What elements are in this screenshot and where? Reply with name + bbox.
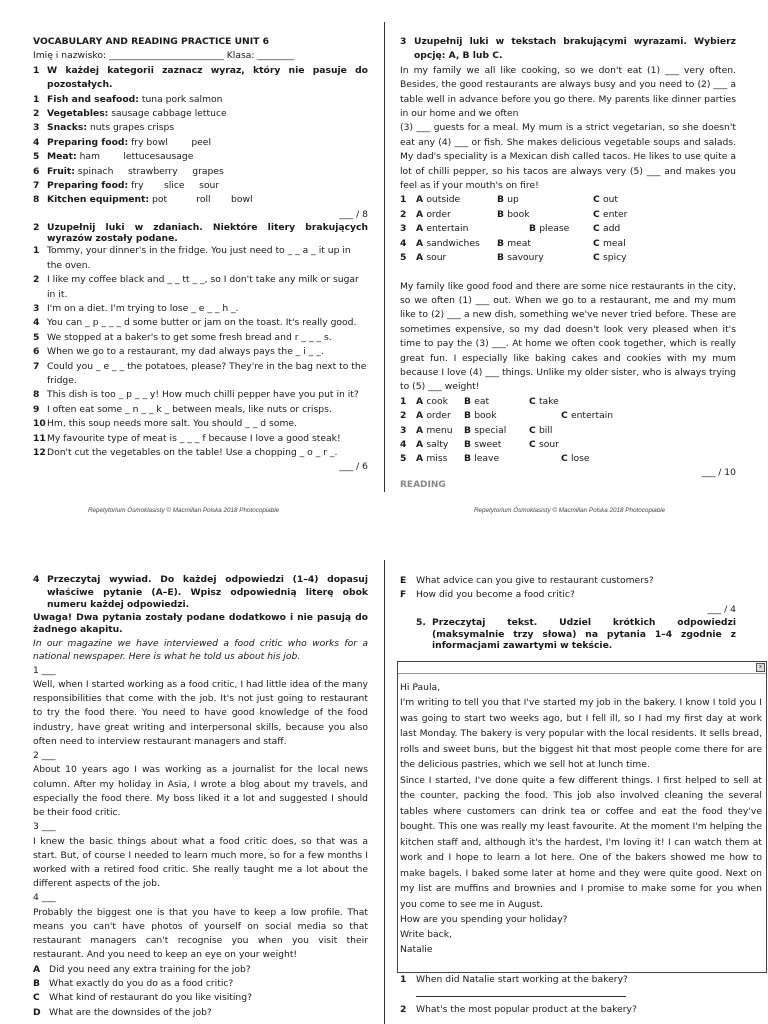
- option-word: meal: [602, 237, 626, 249]
- item-number: 4: [33, 317, 40, 329]
- item-number: 4: [33, 136, 40, 148]
- option-word: order: [426, 410, 451, 422]
- option-c[interactable]: [593, 193, 673, 207]
- question-number: 1: [400, 974, 407, 985]
- option-word: savoury: [507, 252, 544, 264]
- gap-sentence: [33, 360, 368, 389]
- comprehension-question: [400, 973, 736, 987]
- option-number: 3: [400, 424, 407, 436]
- option-c[interactable]: [529, 438, 609, 452]
- option-row: [400, 193, 736, 207]
- option-word: menu: [426, 424, 453, 436]
- question-option[interactable]: [33, 991, 368, 1005]
- vocab-item: [33, 193, 368, 207]
- answer-label[interactable]: 4 ___: [33, 892, 56, 904]
- item-number: 10: [33, 418, 46, 430]
- option-letter: A: [416, 194, 427, 206]
- gap-sentence: [33, 273, 368, 302]
- option-letter: A: [416, 223, 427, 235]
- question-text: When did Natalie start working at the bakery?: [416, 974, 628, 985]
- question-text: What exactly do you do as a food critic?: [49, 977, 234, 989]
- category-words[interactable]: sausage cabbage lettuce: [111, 108, 227, 120]
- option-a[interactable]: [416, 424, 464, 438]
- option-row: [400, 409, 736, 423]
- item-content: [47, 165, 368, 179]
- section-label-reading: READING: [400, 479, 446, 490]
- option-number: 1: [400, 395, 407, 407]
- question-option[interactable]: [33, 1006, 368, 1020]
- option-a[interactable]: [416, 222, 529, 236]
- option-a[interactable]: [416, 438, 464, 452]
- vocab-item: [33, 107, 368, 121]
- option-letter: B: [497, 252, 508, 264]
- gap-sentence: [33, 388, 368, 402]
- category-label: Vegetables:: [47, 108, 109, 120]
- category-label: Preparing food:: [47, 136, 129, 148]
- option-number: 4: [400, 438, 407, 450]
- option-a[interactable]: [416, 409, 464, 423]
- gap-sentence: [33, 446, 368, 460]
- gap-sentence: [33, 432, 368, 446]
- option-letter: C: [529, 438, 539, 450]
- answer-text: Well, when I started working as a food critic, I had little idea of the many responsibilities that come with the job. It's not just going to restaurant to try the food there. You need to have good knowledge of the food industry, have great writing and interpersonal skills, because you also often need to interview restaurant managers and staff.: [33, 678, 368, 747]
- option-word: cook: [426, 395, 448, 407]
- category-label: Snacks:: [47, 122, 88, 134]
- exercise4-score: ___ / 4: [707, 603, 736, 615]
- question-letter: A: [33, 963, 41, 975]
- gap-sentence: [33, 331, 368, 345]
- category-words[interactable]: fry slice sour: [131, 180, 220, 192]
- option-word: book: [474, 410, 497, 422]
- letter-signature: Natalie: [400, 944, 433, 955]
- item-number: 5: [33, 151, 40, 163]
- letter-paragraph-2: Since I started, I've done quite a few different things. I first helped to sell at the counter, packing the food. This job also involved cleaning the several tables where customers can drink tea or coffee and eat the food they've bought. This one was really my least favourite. At the moment I'm helping the kitchen staff and, although it's the hardest, I'm loving it! I can watch them at work and I hope to learn a lot here. One of the bakers showed me how to make bagels. I baked some later at home and they were quite good. Next on my list are muffins and brownies and I promise to make some for you when you come to see me in August.: [400, 774, 762, 910]
- question-option[interactable]: [33, 963, 368, 977]
- exercise3-options1: [400, 193, 736, 265]
- question-letter: F: [400, 589, 407, 601]
- sentence-text[interactable]: Tommy, your dinner's in the fridge. You just need to _ _ a _ it up in the oven.: [47, 245, 351, 271]
- option-b[interactable]: [529, 222, 593, 236]
- gap-sentence: [33, 302, 368, 316]
- category-words[interactable]: pot roll bowl: [152, 194, 253, 206]
- option-word: out: [602, 194, 618, 206]
- exercise2-list: [33, 244, 368, 460]
- option-b[interactable]: [464, 438, 529, 452]
- option-word: take: [538, 395, 559, 407]
- question-option[interactable]: [400, 588, 736, 602]
- option-letter: B: [497, 237, 508, 249]
- option-c[interactable]: [593, 208, 673, 222]
- option-letter: A: [416, 252, 427, 264]
- answer-text: I knew the basic things about what a food critic does, so that was a start. But, of course I needed to learn much more, so for a few months I worked with a retired food critic. She really taught me a lot about the different aspects of the job.: [33, 835, 368, 890]
- item-number: 11: [33, 432, 46, 444]
- option-word: entertain: [570, 410, 614, 422]
- exercise1-list: [33, 93, 368, 208]
- question-text: What are the downsides of the job?: [49, 1006, 212, 1018]
- item-number: 2: [33, 108, 40, 120]
- sentence-text[interactable]: I'm on a diet. I'm trying to lose _ e _ _ h _.: [47, 302, 239, 314]
- option-word: book: [507, 208, 530, 220]
- option-word: outside: [426, 194, 461, 206]
- option-word: lose: [570, 453, 590, 465]
- option-letter: C: [593, 237, 603, 249]
- exercise4-note: Uwaga! Dwa pytania zostały podane dodatkowo i nie pasują do żadnego akapitu.: [33, 611, 368, 635]
- item-number: 5: [33, 331, 40, 343]
- gap-sentence: [33, 403, 368, 417]
- option-number: 2: [400, 208, 407, 220]
- question-letter: C: [33, 992, 40, 1004]
- item-number: 1: [33, 245, 40, 257]
- option-a[interactable]: [416, 251, 497, 265]
- option-word: please: [539, 223, 570, 235]
- worksheet-title: VOCABULARY AND READING PRACTICE UNIT 6: [33, 36, 270, 47]
- letter-question: How are you spending your holiday?: [400, 914, 568, 925]
- sentence-text[interactable]: Don't cut the vegetables on the table! Use a chopping _ o _ r _.: [47, 446, 338, 458]
- option-word: leave: [474, 453, 500, 465]
- item-number: 6: [33, 346, 40, 358]
- exercise3-heading: 3 Uzupełnij luki w tekstach brakującymi wyrazami. Wybierz opcję: A, B lub C.: [400, 36, 736, 62]
- option-letter: C: [593, 194, 603, 206]
- page2-left-column: [33, 574, 368, 1020]
- option-word: sour: [426, 252, 447, 264]
- option-word: order: [426, 208, 451, 220]
- gap-sentence: [33, 417, 368, 431]
- item-number: 3: [33, 302, 40, 314]
- exercise2-heading: 2 Uzupełnij luki w zdaniach. Niektóre litery brakujących wyrazów zostały podane.: [33, 222, 368, 245]
- sentence-text[interactable]: My favourite type of meat is _ _ _ f because I love a good steak!: [47, 432, 341, 444]
- question-options-right: [400, 574, 736, 603]
- footer-left: Repetytorium Ósmoklasisty © Macmillan Polska 2018 Photocopiable: [88, 507, 280, 514]
- option-a[interactable]: [416, 193, 497, 207]
- option-word: miss: [426, 453, 448, 465]
- item-number: 2: [33, 274, 40, 286]
- sentence-text[interactable]: Could you _ e _ _ the potatoes, please? They're in the bag next to the fridge.: [47, 360, 367, 386]
- option-letter: B: [464, 424, 475, 436]
- letter-greeting: Hi Paula,: [400, 682, 441, 693]
- option-b[interactable]: [497, 193, 593, 207]
- exercise3-text1b: (3) ___ guests for a meal. My mum is a strict vegetarian, so she doesn't eat any (4) ___ or fish. She makes delicious vegetable soups and salads. My dad's speciality is a Mexican dish called tacos. He likes to use quite a lot of chilli pepper, so his tacos are always very (5) ___ and makes you feel as if your mouth's on fire!: [400, 122, 736, 192]
- option-letter: C: [593, 223, 603, 235]
- sentence-text[interactable]: When we go to a restaurant, my dad always pays the _ i _ _.: [47, 346, 324, 358]
- option-c[interactable]: [529, 424, 609, 438]
- item-number: 7: [33, 180, 40, 192]
- option-row: [400, 222, 736, 236]
- vocab-item: [33, 121, 368, 135]
- option-letter: B: [497, 208, 508, 220]
- exercise1-score: ___ / 8: [339, 208, 368, 220]
- option-c[interactable]: [593, 237, 673, 251]
- exercise2-score: ___ / 6: [339, 461, 368, 473]
- option-word: bill: [538, 424, 553, 436]
- option-letter: A: [416, 438, 427, 450]
- question-letter: B: [33, 977, 41, 989]
- category-label: Meat:: [47, 151, 77, 163]
- option-letter: A: [416, 237, 427, 249]
- option-letter: C: [593, 252, 603, 264]
- option-b[interactable]: [464, 452, 561, 466]
- option-letter: C: [529, 424, 539, 436]
- category-words[interactable]: tuna pork salmon: [141, 93, 223, 105]
- option-row: [400, 395, 736, 409]
- item-content: [47, 107, 368, 121]
- answer-label[interactable]: 1 ___: [33, 664, 56, 676]
- gap-sentence: [33, 316, 368, 330]
- option-a[interactable]: [416, 237, 497, 251]
- option-letter: A: [416, 395, 427, 407]
- gap-sentence: [33, 244, 368, 273]
- question-text: What advice can you give to restaurant customers?: [416, 575, 654, 586]
- category-words[interactable]: ham lettucesausage: [79, 151, 194, 163]
- option-word: add: [602, 223, 621, 235]
- option-c[interactable]: [593, 251, 673, 265]
- exercise4-heading: 4 Przeczytaj wywiad. Do każdej odpowiedzi (1–4) dopasuj właściwe pytanie (A–E). Wpisz odpowiednią literę obok numeru każdej odpowiedzi.: [33, 574, 368, 610]
- question-text: What's the most popular product at the bakery?: [416, 1004, 637, 1016]
- item-number: 9: [33, 403, 40, 415]
- category-label: Kitchen equipment:: [47, 194, 150, 206]
- category-words[interactable]: spinach strawberry grapes: [77, 165, 224, 177]
- option-word: meat: [507, 237, 532, 249]
- sentence-text[interactable]: Hm, this soup needs more salt. You should _ _ d some.: [47, 418, 297, 430]
- option-word: special: [474, 424, 507, 436]
- letter-box: [397, 661, 767, 973]
- letter-closing: Write back,: [400, 929, 452, 940]
- sentence-text[interactable]: We stopped at a baker's to get some fresh bread and r _ _ _ s.: [47, 331, 332, 343]
- close-icon[interactable]: x: [756, 663, 765, 672]
- answer-label[interactable]: 3 ___: [33, 821, 56, 833]
- item-content: [47, 93, 368, 107]
- item-number: 7: [33, 360, 40, 372]
- option-word: salty: [426, 438, 449, 450]
- option-word: up: [507, 194, 519, 206]
- letter-paragraph-1: I'm writing to tell you that I've started my job in the bakery. I know I told you I was going to start two weeks ago, but I fell ill, so I had my first day at work last Monday. The bakery is very popular with the local residents. It sells bread, rolls and sweet buns, but the biggest hit that most people come there for are the delicious pastries, which we sell hot at lunch time.: [400, 697, 762, 770]
- exercise1-heading: 1 W każdej kategorii zaznacz wyraz, który nie pasuje do pozostałych.: [33, 64, 368, 91]
- option-number: 2: [400, 410, 407, 422]
- exercise5-questions: [400, 973, 736, 1018]
- option-letter: B: [464, 453, 475, 465]
- option-row: [400, 424, 736, 438]
- option-b[interactable]: [497, 208, 593, 222]
- question-options-left: [33, 963, 368, 1021]
- question-number: 2: [400, 1004, 407, 1016]
- option-row: [400, 237, 736, 251]
- option-letter: B: [464, 410, 475, 422]
- column-divider-bottom: [384, 560, 385, 1024]
- letter-title-bar: [398, 662, 766, 674]
- option-b[interactable]: [464, 409, 561, 423]
- item-number: 3: [33, 122, 40, 134]
- comprehension-question: [400, 1003, 736, 1017]
- option-row: [400, 251, 736, 265]
- item-number: 8: [33, 389, 40, 401]
- exercise3-score: ___ / 10: [701, 466, 736, 478]
- option-b[interactable]: [497, 251, 593, 265]
- exercise5-heading: 5. Przeczytaj tekst. Udziel krótkich odpowiedzi (maksymalnie trzy słowa) na pytania 1–4 zgodnie z informacjami zawartymi w tekście.: [416, 617, 736, 652]
- vocab-item: [33, 93, 368, 107]
- option-letter: C: [529, 395, 539, 407]
- option-letter: B: [464, 395, 475, 407]
- page2-right-column: [400, 574, 736, 652]
- option-row: [400, 208, 736, 222]
- option-letter: C: [561, 453, 571, 465]
- answer-text: Probably the biggest one is that you have to keep a low profile. That means you can't have photos of yourself on social media so that restaurant managers can't recognise you when you visit their restaurant. And you need to keep an eye on your weight!: [33, 906, 368, 961]
- gap-sentence: [33, 345, 368, 359]
- option-b[interactable]: [464, 424, 529, 438]
- option-letter: A: [416, 424, 427, 436]
- vocab-item: [33, 165, 368, 179]
- option-word: sweet: [474, 438, 502, 450]
- sentence-text[interactable]: I often eat some _ n _ _ k _ between meals, like nuts or crisps.: [47, 403, 332, 415]
- question-text: Did you need any extra training for the job?: [49, 963, 251, 975]
- item-number: 1: [33, 93, 40, 105]
- option-row: [400, 438, 736, 452]
- sentence-text[interactable]: This dish is too _ p _ _ y! How much chilli pepper have you put in it?: [47, 389, 359, 401]
- option-letter: B: [464, 438, 475, 450]
- option-number: 3: [400, 223, 407, 235]
- option-c[interactable]: [593, 222, 673, 236]
- option-a[interactable]: [416, 208, 497, 222]
- question-option[interactable]: [400, 574, 736, 588]
- interview-intro: In our magazine we have interviewed a food critic who works for a national newspaper. Here is what he told us about his job.: [33, 637, 368, 662]
- option-c[interactable]: [561, 409, 641, 423]
- question-text: How did you become a food critic?: [416, 589, 575, 601]
- item-number: 6: [33, 165, 40, 177]
- option-word: enter: [602, 208, 628, 220]
- option-word: sour: [538, 438, 559, 450]
- vocab-item: [33, 136, 368, 150]
- sentence-text[interactable]: I like my coffee black and _ _ tt _ _, so I don't take any milk or sugar in it.: [47, 274, 359, 300]
- option-a[interactable]: [416, 452, 464, 466]
- item-number: 12: [33, 446, 46, 458]
- column-divider-top: [384, 22, 385, 492]
- option-letter: A: [416, 453, 427, 465]
- exercise3-text2: My family like good food and there are some nice restaurants in the city, so we often (1) ___ out. When we go to a restaurant, me and my mum like to (2) ___ a new dish, something we've never tried before. These are sometimes expensive, so my dad doesn't look very pleased when it's time to pay the (3) ___. At home we often cook together, which is really great fun. I especially like baking cakes and cookies with my mum because I love (4) ___ things. Unlike my older sister, who is always trying to (5) ___ weight!: [400, 280, 736, 393]
- item-content: [47, 150, 368, 164]
- sentence-text[interactable]: You can _ p _ _ _ d some butter or jam on the toast. It's really good.: [47, 317, 357, 329]
- name-class-line: Imię i nazwisko: _________________________ Klasa: ________: [33, 50, 295, 62]
- option-word: spicy: [602, 252, 627, 264]
- answer-label[interactable]: 2 ___: [33, 749, 56, 761]
- option-word: eat: [474, 395, 490, 407]
- question-text: What kind of restaurant do you like visiting?: [49, 992, 252, 1004]
- category-words[interactable]: fry bowl peel: [131, 136, 212, 148]
- question-option[interactable]: [33, 977, 368, 991]
- option-c[interactable]: [529, 395, 609, 409]
- option-letter: A: [416, 410, 427, 422]
- item-content: [47, 193, 368, 207]
- option-letter: A: [416, 208, 427, 220]
- item-content: [47, 121, 368, 135]
- answer-input-line[interactable]: [416, 987, 626, 997]
- item-number: 8: [33, 194, 40, 206]
- item-content: [47, 179, 368, 193]
- option-number: 5: [400, 453, 407, 465]
- option-letter: C: [593, 208, 603, 220]
- category-words[interactable]: nuts grapes crisps: [89, 122, 175, 134]
- option-a[interactable]: [416, 395, 464, 409]
- vocab-item: [33, 150, 368, 164]
- exercise3-text1: In my family we all like cooking, so we don't eat (1) ___ very often. Besides, the good restaurants are always busy and you need to (2) ___ a table well in advance before you go there. My parents like dinner parties in our home and we often: [400, 64, 736, 120]
- category-label: Fish and seafood:: [47, 93, 139, 105]
- vocab-item: [33, 179, 368, 193]
- question-letter: E: [400, 575, 407, 586]
- footer-right: Repetytorium Ósmoklasisty © Macmillan Polska 2018 Photocopiable: [474, 507, 666, 514]
- category-label: Fruit:: [47, 165, 75, 177]
- category-label: Preparing food:: [47, 180, 129, 192]
- option-letter: C: [561, 410, 571, 422]
- item-content: [47, 136, 368, 150]
- option-word: entertain: [426, 223, 469, 235]
- option-letter: B: [529, 223, 540, 235]
- page1-left-column: [33, 35, 368, 475]
- option-word: sandwiches: [426, 237, 480, 249]
- page1-right-column: [400, 35, 736, 491]
- exercise3-options2: [400, 395, 736, 467]
- option-b[interactable]: [464, 395, 529, 409]
- option-c[interactable]: [561, 452, 641, 466]
- option-number: 4: [400, 237, 407, 249]
- interview-answers: [33, 664, 368, 963]
- answer-text: About 10 years ago I was working as a journalist for the local news column. After my holiday in Asia, I wrote a blog about my travels, and especially the food there. My boss liked it a lot and suggested I should be their food critic.: [33, 764, 368, 818]
- option-number: 5: [400, 252, 407, 264]
- option-number: 1: [400, 194, 407, 206]
- option-b[interactable]: [497, 237, 593, 251]
- question-letter: D: [33, 1006, 41, 1018]
- option-row: [400, 452, 736, 466]
- option-letter: B: [497, 194, 508, 206]
